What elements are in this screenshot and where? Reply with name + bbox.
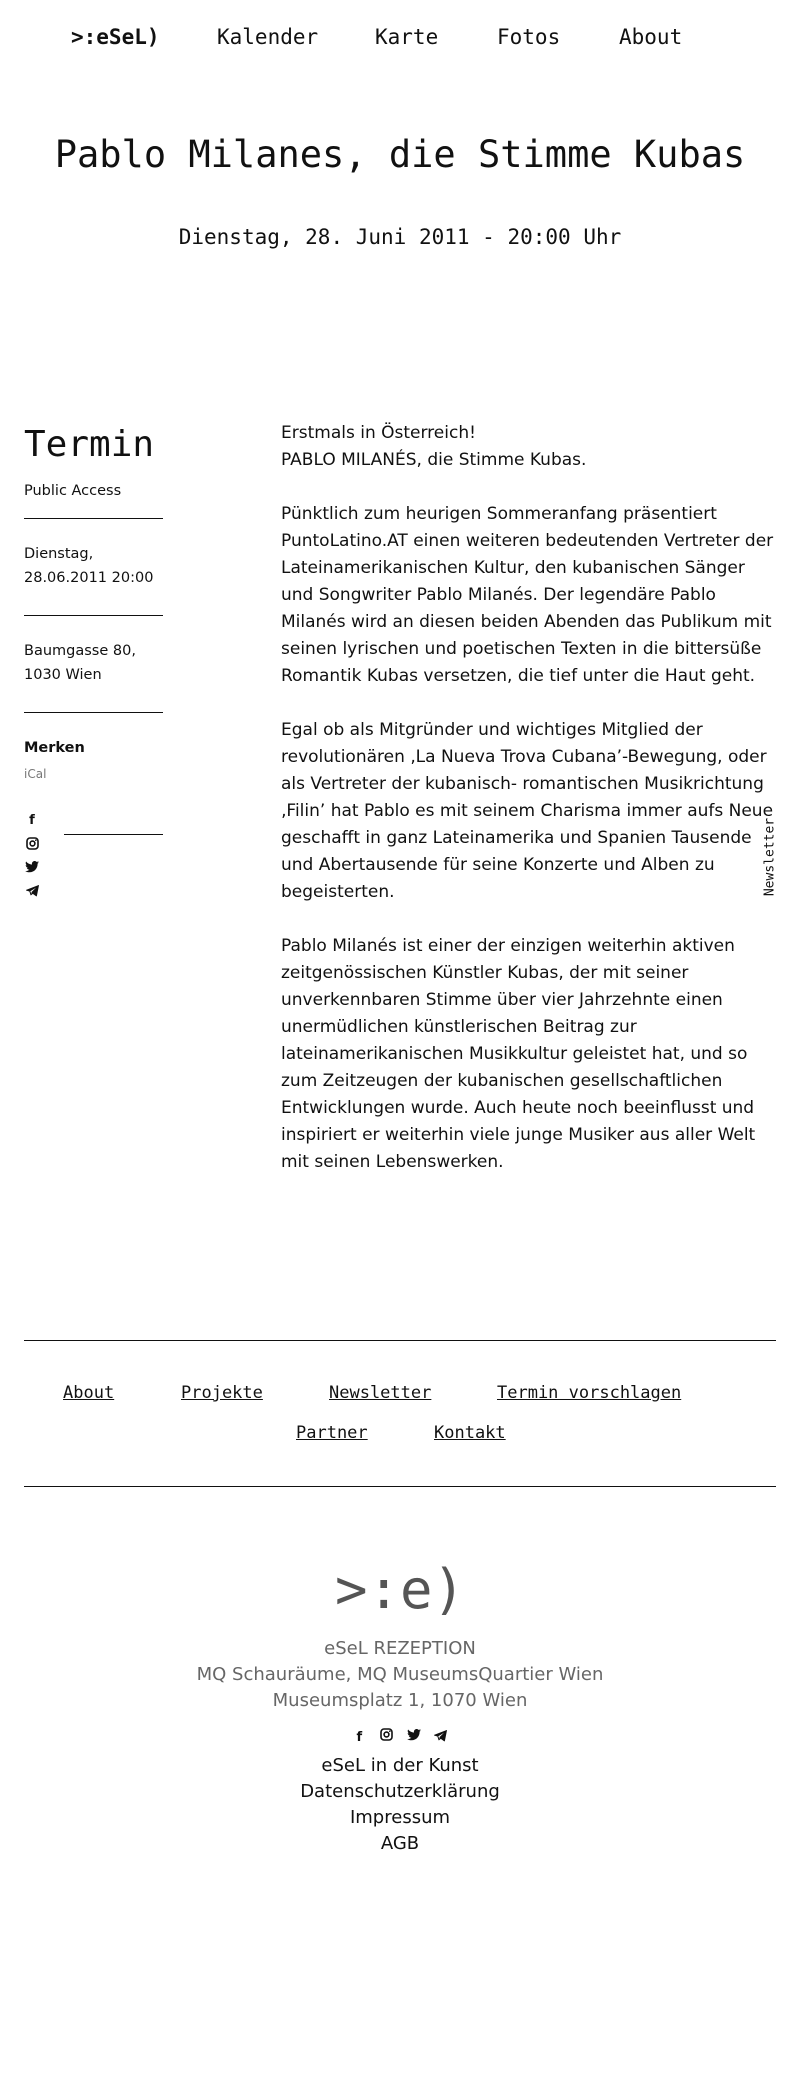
intro-line2: PABLO MILANÉS, die Stimme Kubas. xyxy=(281,450,587,470)
sidebar-divider xyxy=(24,518,163,519)
telegram-glyph xyxy=(434,1730,447,1741)
share-divider xyxy=(64,834,163,835)
instagram-icon[interactable] xyxy=(377,1728,395,1744)
twitter-icon[interactable] xyxy=(24,861,40,877)
footer-link-about[interactable]: About xyxy=(63,1383,115,1403)
nav-item-fotos[interactable]: Fotos xyxy=(497,25,561,49)
intro-line1: Erstmals in Österreich! xyxy=(281,423,476,443)
event-date-line1: Dienstag, xyxy=(24,546,94,562)
footer-divider-bottom xyxy=(24,1486,776,1487)
event-date-line2: 28.06.2011 20:00 xyxy=(24,570,154,586)
sidebar-heading: Termin xyxy=(24,424,155,465)
instagram-glyph xyxy=(380,1728,393,1741)
footer-address-line2: Museumsplatz 1, 1070 Wien xyxy=(272,1690,528,1711)
page-title: Pablo Milanes, die Stimme Kubas xyxy=(54,133,746,176)
event-datetime: Dienstag, 28. Juni 2011 - 20:00 Uhr xyxy=(178,225,622,249)
access-label: Public Access xyxy=(24,483,122,499)
nav-item-kalender[interactable]: Kalender xyxy=(217,25,319,49)
footer-link-impressum[interactable]: Impressum xyxy=(349,1807,451,1828)
footer-social-icons xyxy=(0,1726,800,1744)
sidebar-divider xyxy=(24,615,163,616)
event-address-line1: Baumgasse 80, xyxy=(24,643,136,659)
article-paragraph: Pünktlich zum heurigen Sommeranfang präsentiert PuntoLatino.AT einen weiteren bedeutenden Vertreter der Lateinamerikanischen Kultur, den kubanischen Sänger und Songwriter Pablo Milanés. Der legendäre Pablo Milanés wird an diesen beiden Abenden das Publikum mit seinen lyrischen und poetischen Texten in die bittersüße Romantik Kubas versetzen, die tief unter die Haut geht. xyxy=(281,504,774,686)
newsletter-tab-label: Newsletter xyxy=(762,817,778,897)
event-description xyxy=(281,420,781,1203)
sidebar-divider xyxy=(24,712,163,713)
footer-address xyxy=(0,1636,800,1714)
merken-label: Merken xyxy=(24,740,85,756)
footer-link-datenschutz[interactable]: Datenschutzerklärung xyxy=(300,1781,500,1802)
footer-bottom-links xyxy=(0,1753,800,1857)
footer-org-name: eSeL REZEPTION xyxy=(324,1638,476,1659)
twitter-glyph xyxy=(407,1729,421,1741)
article-paragraph: Egal ob als Mitgründer und wichtiges Mitglied der revolutionären ‚La Nueva Trova Cubana’-Bewegung, oder als Vertreter der kubanisch- romantischen Musikrichtung ‚Filin’ hat Pablo es mit seinem Charisma immer aufs Neue geschafft in ganz Lateinamerika und Spanien Tausende und Abertausende für seine Konzerte und Alben zu begeisterten. xyxy=(281,720,774,902)
nav-item-about[interactable]: About xyxy=(619,25,683,49)
article-paragraph: Pablo Milanés ist einer der einzigen weiterhin aktiven zeitgenössischen Künstler Kubas, der mit seiner unverkennbaren Stimme über vier Jahrzehnte einen unermüdlichen künstlerischen Beitrag zur lateinamerikanischen Musikkultur geleistet hat, und so zum Zeitzeugen der kubanischen gesellschaftlichen Entwicklungen wurde. Auch heute noch beeinflusst und inspiriert er weiterhin viele junge Musiker aus aller Welt mit seinen Lebenswerken. xyxy=(281,936,756,1172)
footer-link-projekte[interactable]: Projekte xyxy=(181,1383,263,1403)
newsletter-tab[interactable] xyxy=(758,815,782,900)
event-sidebar xyxy=(24,420,164,781)
event-date xyxy=(24,542,164,590)
telegram-glyph xyxy=(26,885,39,896)
twitter-icon[interactable] xyxy=(405,1729,423,1745)
footer-address-line1: MQ Schauräume, MQ MuseumsQuartier Wien xyxy=(196,1664,604,1685)
footer-link-newsletter[interactable]: Newsletter xyxy=(329,1383,432,1403)
footer-logo[interactable]: >:e) xyxy=(334,1558,466,1621)
footer-link-esel-in-der-kunst[interactable]: eSeL in der Kunst xyxy=(321,1755,479,1776)
footer-link-kontakt[interactable]: Kontakt xyxy=(434,1423,506,1443)
top-navigation xyxy=(0,22,800,52)
twitter-glyph xyxy=(25,861,39,873)
event-address xyxy=(24,639,164,687)
instagram-icon[interactable] xyxy=(24,837,40,853)
event-address-line2: 1030 Wien xyxy=(24,667,102,683)
share-icons xyxy=(24,813,44,909)
telegram-icon[interactable] xyxy=(24,885,40,901)
footer-link-agb[interactable]: AGB xyxy=(380,1833,420,1854)
footer-divider-top xyxy=(24,1340,776,1341)
facebook-icon[interactable]: f xyxy=(356,1730,363,1745)
telegram-icon[interactable] xyxy=(432,1730,450,1746)
footer-link-partner[interactable]: Partner xyxy=(296,1423,368,1443)
article-intro xyxy=(281,420,781,474)
site-logo[interactable]: >:eSeL) xyxy=(71,25,160,49)
facebook-icon[interactable]: f xyxy=(29,813,35,828)
nav-item-karte[interactable]: Karte xyxy=(375,25,439,49)
footer-link-termin-vorschlagen[interactable]: Termin vorschlagen xyxy=(497,1383,682,1403)
instagram-glyph xyxy=(26,837,39,850)
ical-link[interactable]: iCal xyxy=(24,767,47,781)
